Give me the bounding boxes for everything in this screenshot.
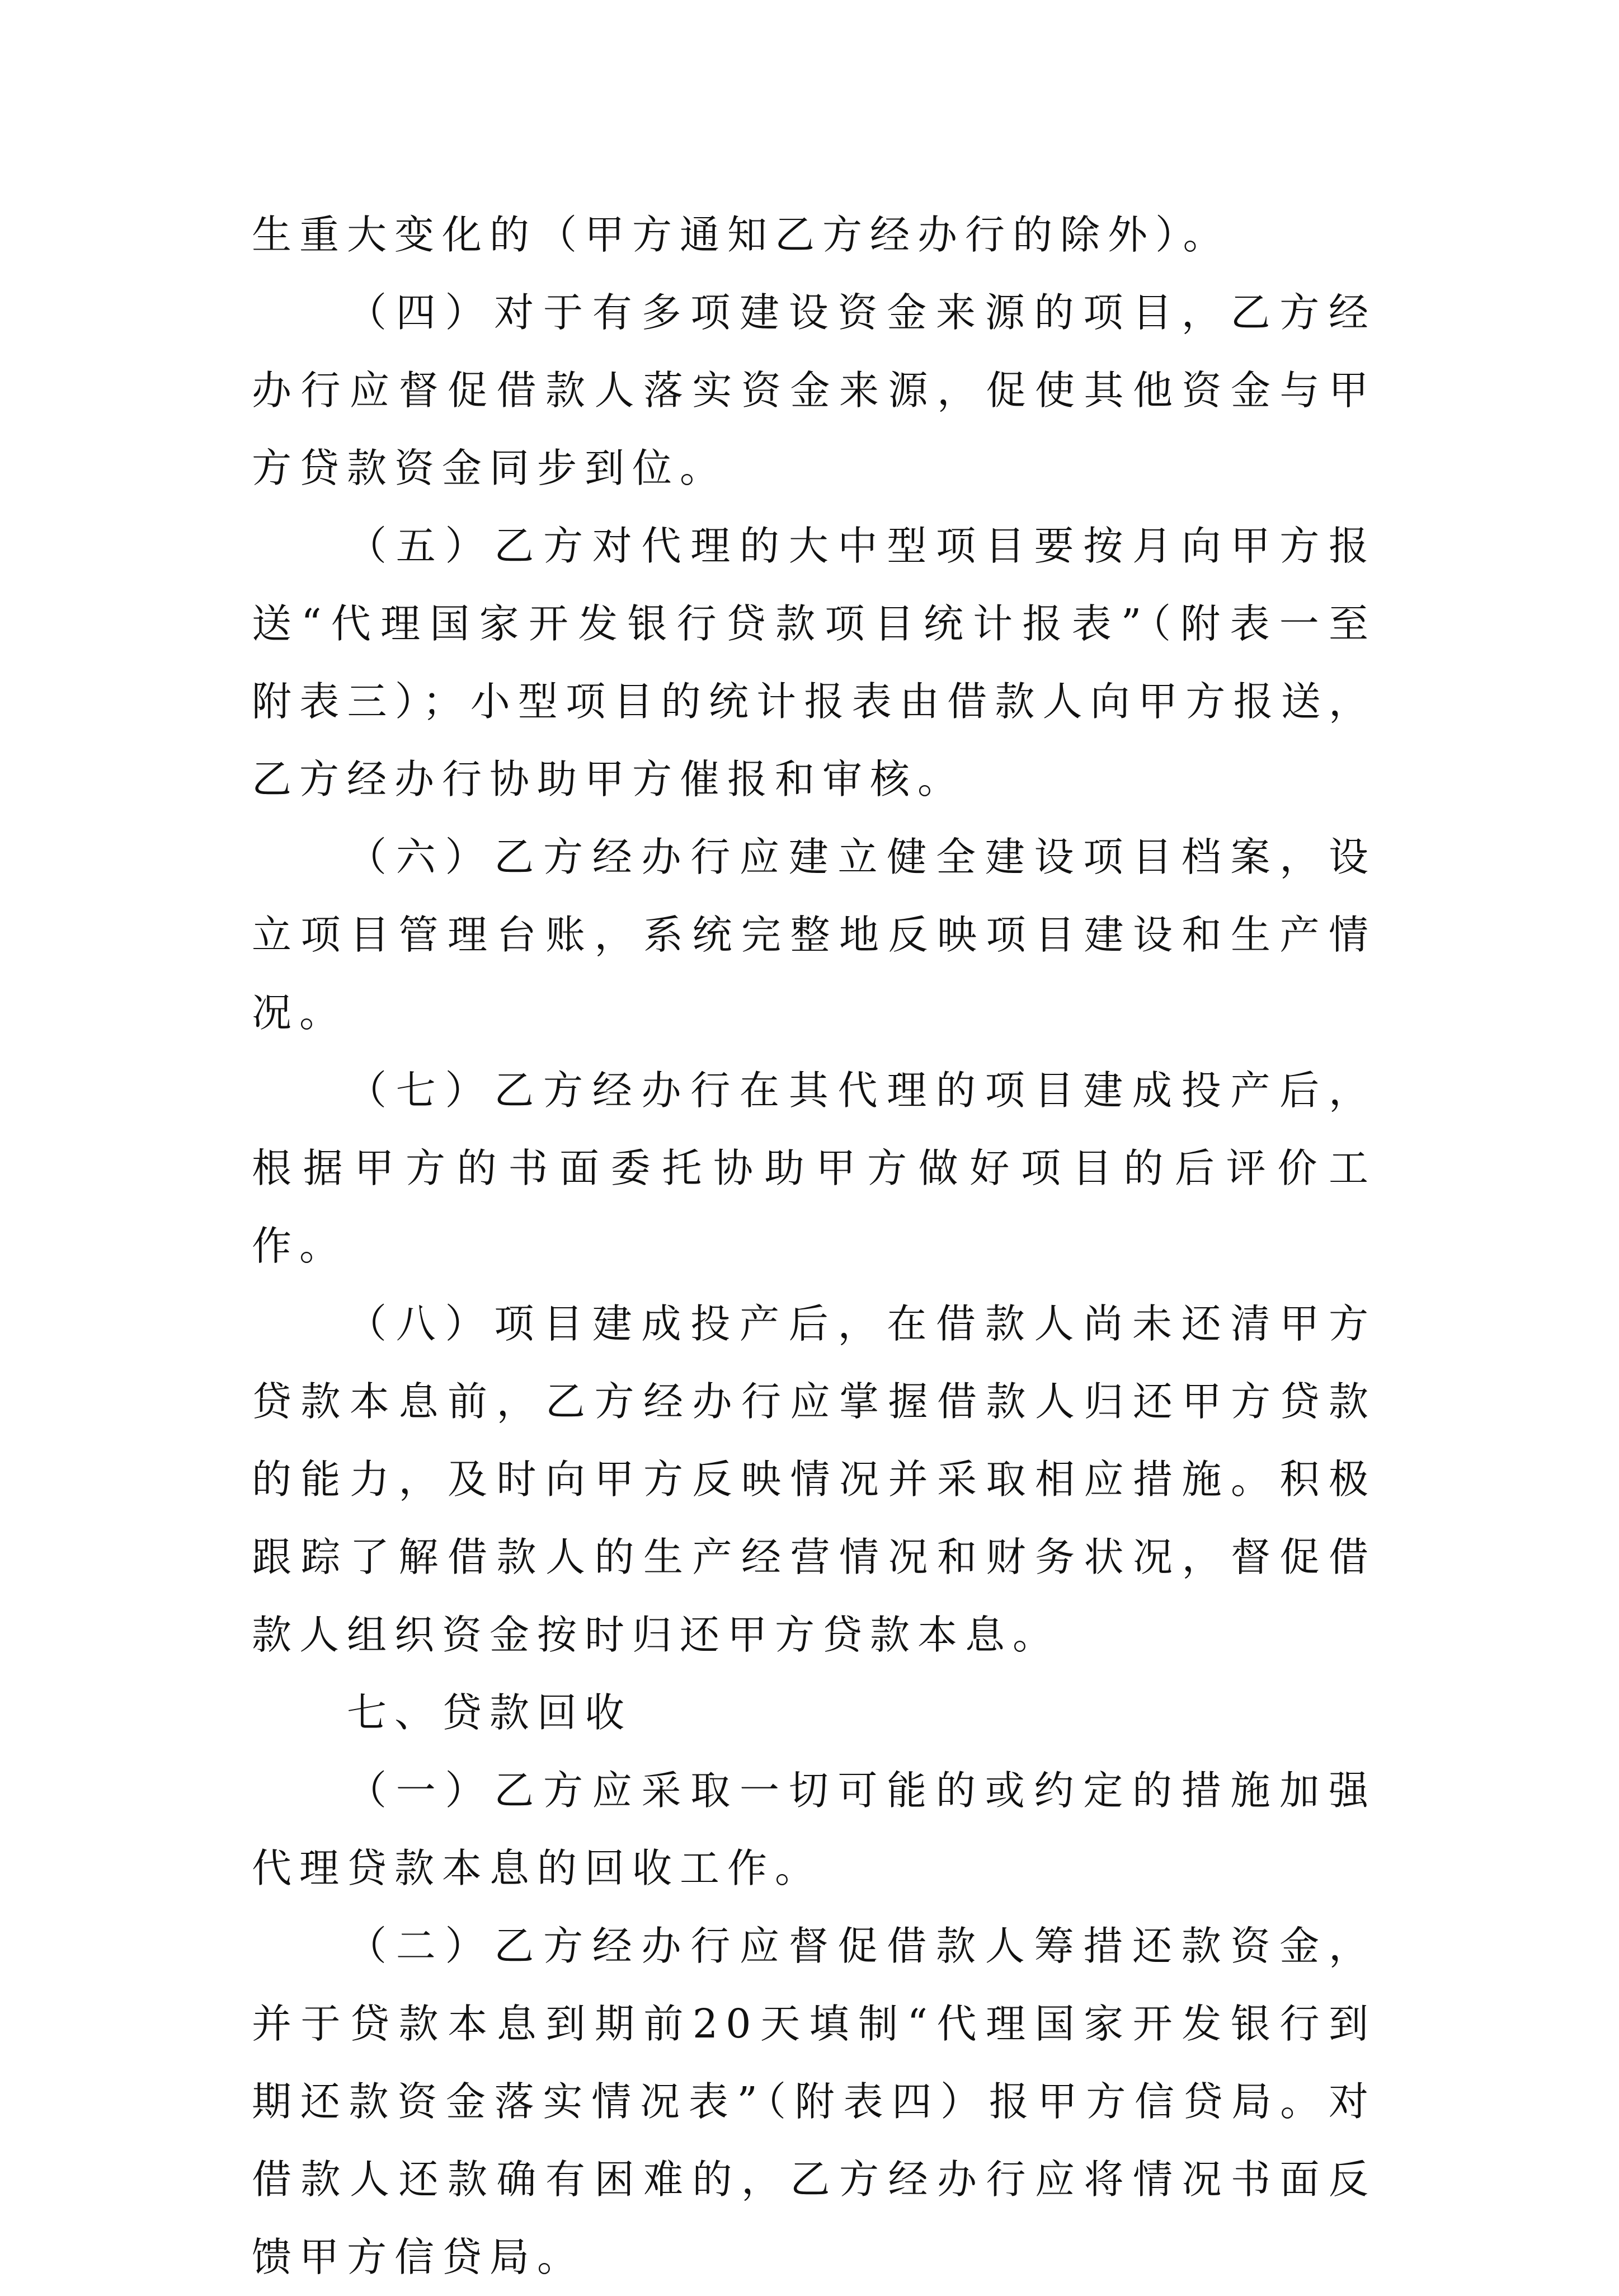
section-heading-loan-recovery: 七、贷款回收 xyxy=(347,1689,633,1736)
paragraph-item-5: （五）乙方对代理的大中型项目要按月向甲方报送“代理国家开发银行贷款项目统计报表”（附表一至附表三）；小型项目的统计报表由借款人向甲方报送，乙方经办行协助甲方催报和审核。 xyxy=(252,523,1376,802)
paragraph-item-4: （四）对于有多项建设资金来源的项目，乙方经办行应督促借款人落实资金来源，促使其他资金与甲方贷款资金同步到位。 xyxy=(252,289,1376,491)
paragraph-item-6: （六）乙方经办行应建立健全建设项目档案，设立项目管理台账，系统完整地反映项目建设和生产情况。 xyxy=(252,834,1376,1036)
paragraph-item-8: （八）项目建成投产后，在借款人尚未还清甲方贷款本息前，乙方经办行应掌握借款人归还甲方贷款的能力，及时向甲方反映情况并采取相应措施。积极跟踪了解借款人的生产经营情况和财务状况，督促借款人组织资金按时归还甲方贷款本息。 xyxy=(252,1300,1376,1658)
document-body xyxy=(252,196,1376,2296)
paragraph-recovery-item-2: （二）乙方经办行应督促借款人筹措还款资金，并于贷款本息到期前20天填制“代理国家开发银行到期还款资金落实情况表”（附表四）报甲方信贷局。对借款人还款确有困难的，乙方经办行应将情况书面反馈甲方信贷局。 xyxy=(252,1923,1376,2280)
paragraph-recovery-item-1: （一）乙方应采取一切可能的或约定的措施加强代理贷款本息的回收工作。 xyxy=(252,1767,1376,1891)
paragraph-continuation: 生重大变化的（甲方通知乙方经办行的除外）。 xyxy=(252,212,1231,258)
paragraph-item-7: （七）乙方经办行在其代理的项目建成投产后，根据甲方的书面委托协助甲方做好项目的后评价工作。 xyxy=(252,1067,1376,1269)
